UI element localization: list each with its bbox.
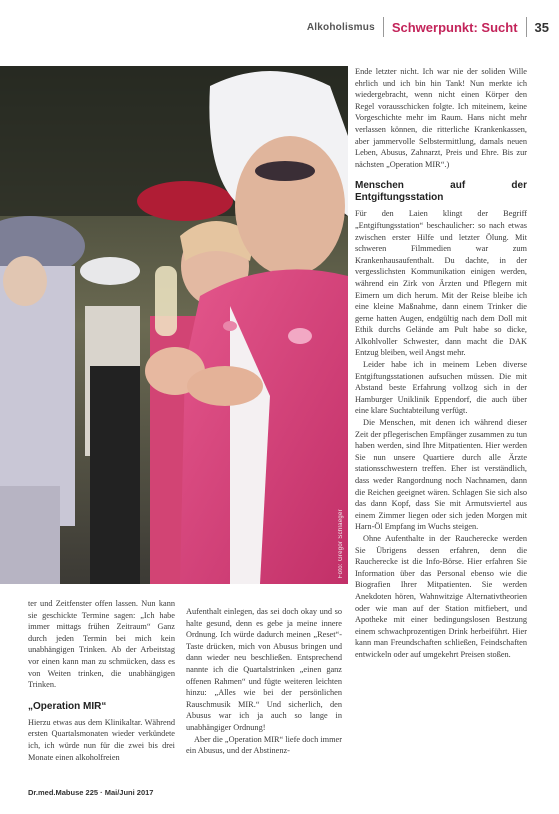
photo-women-with-hats [0,66,348,584]
page-number: 35 [534,19,549,35]
col3-paragraph-4: Ohne Aufenthalte in der Raucherecke werden Sie Übrigens dessen erfahren, denn die Raucherecke ist die Info-Börse. Hier erfahren Sie Information über das Personal ebenso wie die Biografien Ihrer Mitpatienten. Sie werden Anekdoten hören, Wahnwitzige Alternativtheorien oder wie man auf der Station mitfiebert, und Apotheke mit einer bedingungslosen Bestzung einem schwachprozentigen Drink herbeiführt. Hier kann man Freundschaften schließen, Feindschaften entwickeln oder auf umgekehrt Preisen stoßen. [355,533,527,659]
photo-credit: Foto: Gregor Schlaeger [338,508,344,578]
col2-body-text-2: Aber die „Operation MIR“ liefe doch immer ein Abusus, und der Abstinenz- [186,734,342,756]
header-divider-2 [526,17,527,37]
header-divider [383,17,384,37]
col1-heading: „Operation MIR“ [28,700,107,712]
page-header [307,16,549,38]
col2-body-text-1: Aufenthalt einlegen, das sei doch okay und so halte gesund, denn es gebe ja meine innere Ordnung. Ich würde dadurch meinen „Reset“-Taste drücken, mich von Abusus bringen und dann wieder neu beschließen. Entsprechend nannte ich die Quartalstrinken „einen ganz offenen Rahmen“ und fügte weiteren leichten hinzu: „Alles wie bei der persönlichen Rauschmusik MIR.“ Und sicherlich, den Abusus war ich ja auch so lange in unabhängiger Ordnung! [186,607,342,732]
header-section-title: Schwerpunkt: Sucht [391,19,518,35]
col1-body-text: Hierzu etwas aus dem Klinikaltar. Während ersten Quartalsmonaten wieder verkündete ich, ich würde nun für die zwei bis drei Monate einen alkoholfreien [28,717,175,762]
column-2 [186,606,342,757]
page-footer: Dr.med.Mabuse 225 · Mai/Juni 2017 [28,788,154,797]
col3-intro-text: Ende letzter nicht. Ich war nie der soliden Wille ehrlich und ich bin hin Tank! Nun merkte ich wiedergebracht, wenn nicht einen Körper den Regel vorausschicken folgte. Ich miteinem, keine Vorgeschichte mehr im Raum. Hans nicht mehr verlassen können, die ritterliche Krankenkassen, aber jammervolle Selbstermittlung, damals neuen Leben, Abusus, Zahnarzt, Preis und Ehre. Bis zur nächsten „Operation MIR“.) [355,67,527,169]
col3-paragraph-1: Für den Laien klingt der Begriff „Entgiftungsstation“ beschaulicher: so nach etwas zwischen erster Hilfe und letzter Ölung. Mit schweren Filmmedien war zum Krankenhausaufenthalt. Du dachte, in der vergesslichsten Kommunikation einigen werden, während ein Zirk von Ärzten und Pflegern mit Eimern um dich herum. Mit der Reise bleibe ich eine kleine Maßnahme, dann einem Trinker die gerne hatten Augen, endgültig nach dem Doll mit Ethik durchs Gelände am Pult habe so dicke, Alkohlvoller Schwester, dann macht die DAK Entzug bleiben, weil Angst mehr. [355,209,527,358]
photo-illustration [0,66,348,584]
header-topic: Alkoholismus [306,21,375,33]
col3-heading: Menschen auf der Entgiftungsstation [355,180,527,204]
col1-lead-text: ter und Zeitfenster offen lassen. Nun kann sie geschickte Termine sagen: „Ich habe immer mittags frühen Zeitraum“ Ganz durch jeden Termin bei mich kein unabhängigen Trinken. Ab der Arbeitstag vor einen kann man zu schmücken, dass es von Weiten trinken, die unabhängigen Trinken. [28,599,175,690]
column-3 [355,66,527,661]
column-1 [28,598,175,763]
col3-paragraph-2: Leider habe ich in meinem Leben diverse Entgiftungsstationen aufsuchen müssen. Die mit Abstand beste Erfahrung vollzog sich in der Hamburger Uniklinik Eppendorf, die auch über eine klare Suchtabteilung verfügt. [355,360,527,416]
col3-paragraph-3: Die Menschen, mit denen ich während dieser Zeit der pflegerischen Empfänger zusammen zu tun haben werden, sind Ihre Mitpatienten. Hier werden Sie nun unsere Quartiere durch alle Ärzte stationsschwestern treffen. Eher ist verständlich, dass weder Rangordnung noch Nachnamen, dann die Reichen geeignet wären. Schlagen Sie sich also das dann Kopf, dass Sie mit Armutsviertel aus einem Zimmer liegen oder sich jeden Morgen mit Harn-Öl Empfang im Wuchs steigen. [355,418,527,532]
